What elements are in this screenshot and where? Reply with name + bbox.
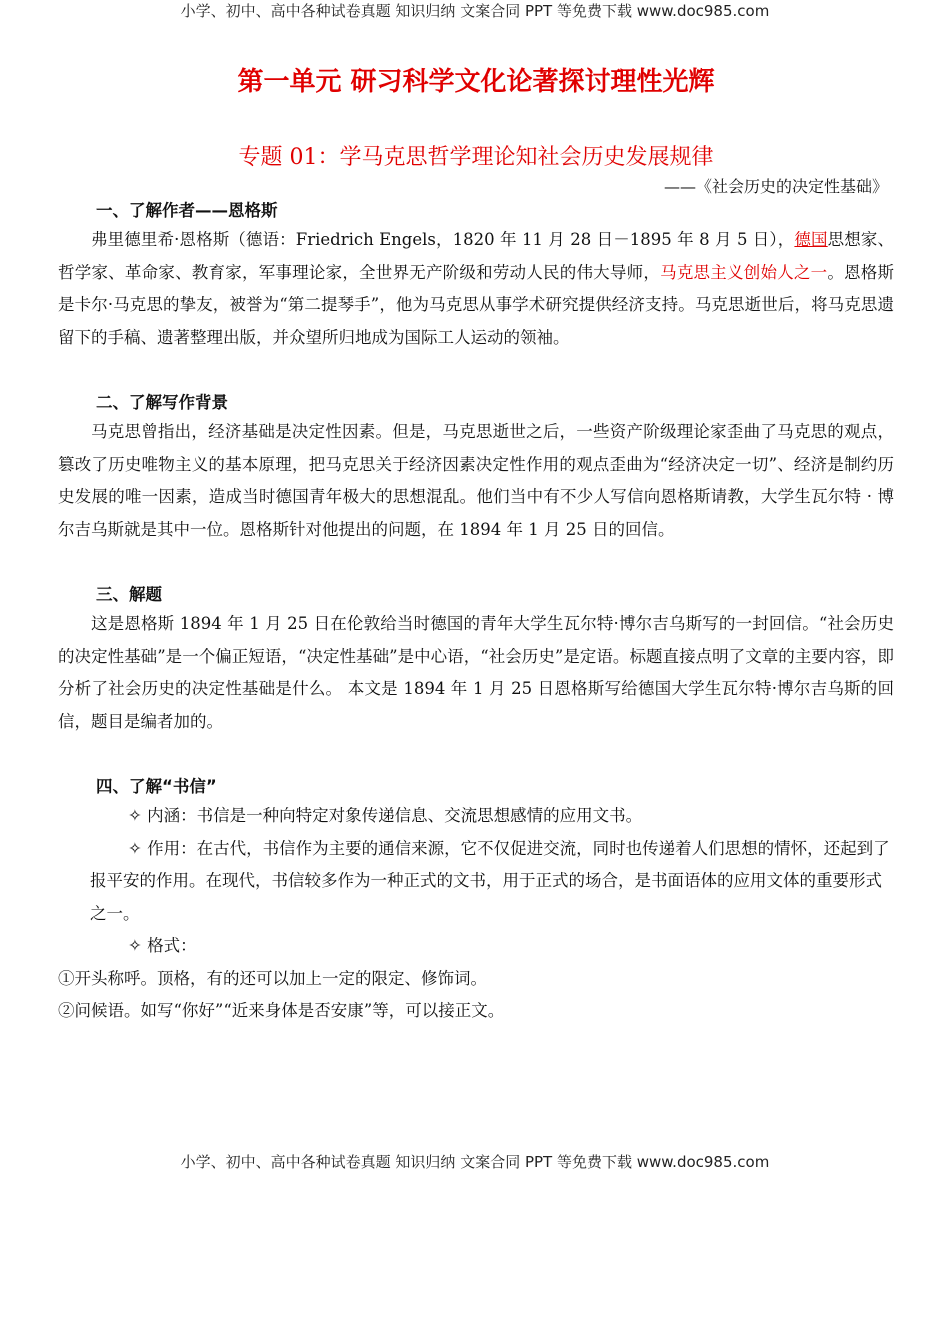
background-paragraph: 马克思曾指出，经济基础是决定性因素。但是，马克思逝世之后，一些资产阶级理论家歪曲了马克思的观点，篡改了历史唯物主义的基本原理，把马克思关于经济因素决定性作用的观点歪曲为“经济决定一切”、经济是制约历史发展的唯一因素，造成当时德国青年极大的思想混乱。他们当中有不少人写信向恩格斯请教，大学生瓦尔特 · 博尔吉乌斯就是其中一位。恩格斯针对他提出的问题，在 1894 年 1 月 25 日的回信。 [58, 422, 894, 539]
author-paragraph [58, 224, 894, 354]
section-heading-title-analysis: 三、解题 [96, 585, 162, 604]
title-analysis-paragraph: 这是恩格斯 1894 年 1 月 25 日在伦敦给当时德国的青年大学生瓦尔特·博尔吉乌斯写的一封回信。“社会历史的决定性基础”是一个偏正短语，“决定性基础”是中心语，“社会历史”是定语。标题直接点明了文章的主要内容，即分析了社会历史的决定性基础是什么。 本文是 1894 年 1 月 25 日恩格斯写给德国大学生瓦尔特·博尔吉乌斯的回信，题目是编者加的。 [58, 614, 894, 731]
article-attribution: ——《社会历史的决定性基础》 [663, 177, 888, 196]
germany-link[interactable]: 德国 [794, 230, 828, 249]
section-heading-background: 二、了解写作背景 [96, 393, 228, 412]
letter-format-label: ✧ 格式： [128, 936, 197, 955]
page-header: 小学、初中、高中各种试卷真题 知识归纳 文案合同 PPT 等免费下载 www.doc985.com [180, 2, 770, 20]
letter-format-item [58, 930, 894, 963]
format-greeting: ②问候语。如写“你好”“近来身体是否安康”等，可以接正文。 [58, 1001, 505, 1020]
document-body [58, 62, 894, 1028]
letter-function-item [58, 833, 894, 931]
topic-subtitle: 专题 01：学马克思哲学理论知社会历史发展规律 [238, 145, 714, 170]
letter-function-rest: 情怀，还起到了报平安的作用。在现代，书信较多作为一种正式的文书，用于正式的场合，是书面语体的应用文体的重要形式之一。 [90, 838, 890, 923]
letter-definition-item [58, 800, 894, 833]
section-heading-author: 一、了解作者——恩格斯 [96, 201, 278, 220]
letter-function-lead: ✧ 作用：在古代，书信作为主要的通信来源，它不仅促进交流，同时也传递着人们思想的 [128, 838, 775, 858]
format-salutation: ①开头称呼。顶格，有的还可以加上一定的限定、修饰词。 [58, 968, 487, 988]
author-text-2: 思想家、哲学家、革命家、教育家，军事理论家，全世界无产阶级和劳动人民的伟大导师， [58, 230, 895, 282]
author-text-3: 。恩格斯是卡尔·马克思的挚友，被誉为“第二提琴手”，他为马克思从事学术研究提供经济支持。马克思逝世后，将马克思遗留下的手稿、遗著整理出版，并众望所归地成为国际工人运动的领袖。 [58, 262, 895, 347]
page-footer: 小学、初中、高中各种试卷真题 知识归纳 文案合同 PPT 等免费下载 www.doc985.com [180, 1153, 770, 1171]
letter-definition-text: ✧ 内涵：书信是一种向特定对象传递信息、交流思想感情的应用文书。 [128, 806, 643, 825]
section-heading-letters: 四、了解“书信” [96, 777, 217, 796]
author-text-1: 弗里德里希·恩格斯（德语：Friedrich Engels，1820 年 11 月 28 日－1895 年 8 月 5 日）， [91, 230, 795, 249]
marxism-founder-highlight: 马克思主义创始人之一 [660, 262, 828, 282]
unit-title: 第一单元 研习科学文化论著探讨理性光辉 [237, 67, 715, 97]
